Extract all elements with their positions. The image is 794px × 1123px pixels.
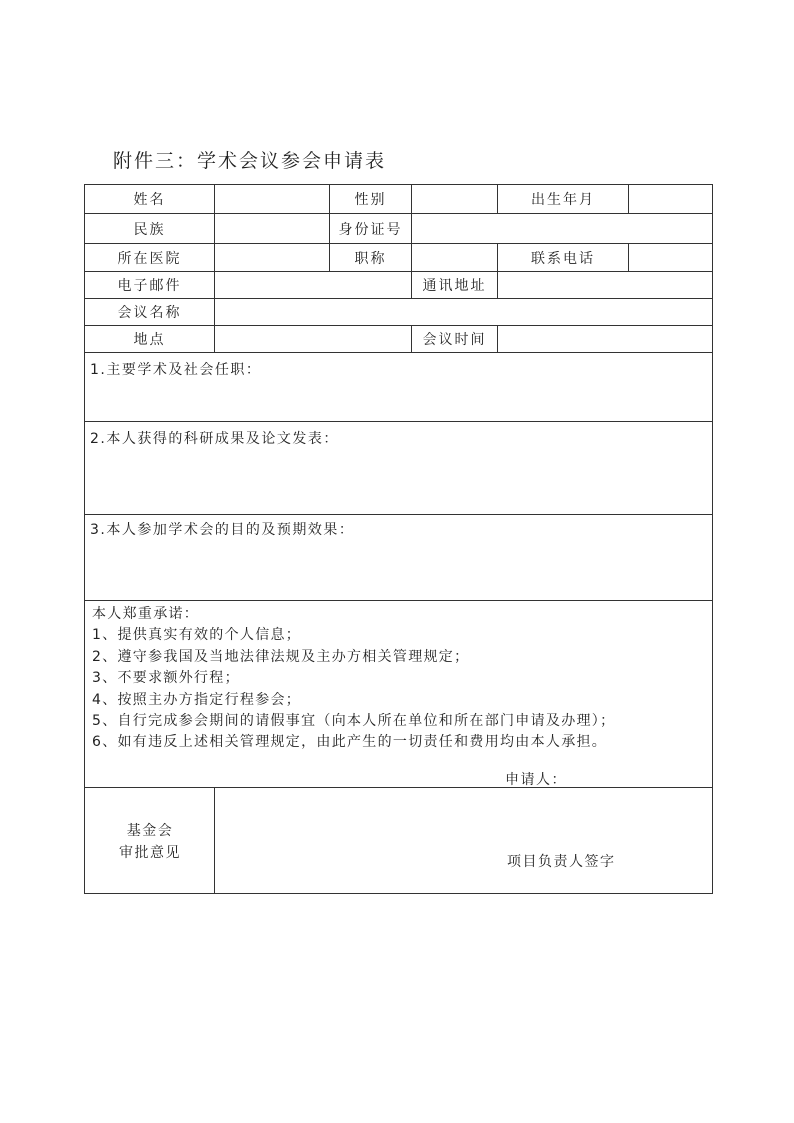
positions-section-label: 1.主要学术及社会任职：	[90, 362, 262, 378]
location-label: 地点	[133, 332, 166, 348]
birth-field[interactable]	[629, 185, 712, 213]
title-label: 职称	[354, 250, 387, 267]
pledge-item: 6、如有违反上述相关管理规定，由此产生的一切责任和费用均由本人承担。	[92, 734, 608, 751]
meeting-name-field[interactable]	[215, 299, 712, 325]
pledge-item: 5、自行完成参会期间的请假事宜（向本人所在单位和所在部门申请及办理）；	[92, 713, 616, 730]
row-divider	[84, 352, 713, 353]
row-divider	[84, 600, 713, 601]
signature-label: 项目负责人签字	[507, 854, 616, 870]
pledge-heading: 本人郑重承诺：	[92, 606, 200, 622]
pledge-block	[92, 604, 615, 754]
birth-label: 出生年月	[531, 192, 595, 208]
address-label: 通讯地址	[422, 278, 487, 294]
achievements-section-area[interactable]	[85, 450, 712, 514]
name-field[interactable]	[215, 185, 329, 213]
address-field[interactable]	[498, 272, 712, 298]
document-title: 附件三：学术会议参会申请表	[113, 150, 387, 172]
ethnicity-label: 民族	[133, 221, 166, 238]
positions-section-area[interactable]	[85, 380, 712, 421]
id-number-field[interactable]	[412, 214, 712, 243]
gender-label: 性别	[354, 192, 387, 208]
pledge-item: 4、按照主办方指定行程参会；	[92, 691, 302, 708]
hospital-field[interactable]	[215, 244, 329, 271]
meeting-time-field[interactable]	[498, 326, 712, 352]
table-border-bottom	[84, 893, 713, 894]
gender-field[interactable]	[412, 185, 497, 213]
phone-label: 联系电话	[531, 250, 595, 267]
email-field[interactable]	[215, 272, 411, 298]
applicant-label: 申请人：	[505, 772, 567, 788]
achievements-section-label: 2.本人获得的科研成果及论文发表：	[90, 431, 339, 447]
row-divider	[84, 421, 713, 422]
location-field[interactable]	[215, 326, 411, 352]
name-label: 姓名	[133, 192, 166, 208]
email-label: 电子邮件	[117, 278, 182, 294]
pledge-item: 3、不要求额外行程；	[92, 670, 240, 687]
id-number-label: 身份证号	[338, 221, 403, 238]
hospital-label: 所在医院	[117, 250, 182, 267]
approval-label-line1: 基金会	[126, 823, 174, 839]
purpose-section-label: 3.本人参加学术会的目的及预期效果：	[90, 522, 355, 538]
title-field[interactable]	[412, 244, 497, 271]
meeting-time-label: 会议时间	[422, 332, 487, 348]
phone-field[interactable]	[629, 244, 712, 271]
table-border-right	[712, 184, 713, 894]
row-divider	[84, 514, 713, 515]
approval-opinion-area[interactable]	[215, 788, 712, 893]
ethnicity-field[interactable]	[215, 214, 329, 243]
pledge-item: 1、提供真实有效的个人信息；	[92, 627, 302, 644]
purpose-section-area[interactable]	[85, 541, 712, 600]
meeting-name-label: 会议名称	[117, 305, 182, 321]
approval-label	[86, 820, 214, 864]
approval-label-line2: 审批意见	[119, 845, 181, 861]
pledge-item: 2、遵守参我国及当地法律法规及主办方相关管理规定；	[92, 648, 470, 665]
